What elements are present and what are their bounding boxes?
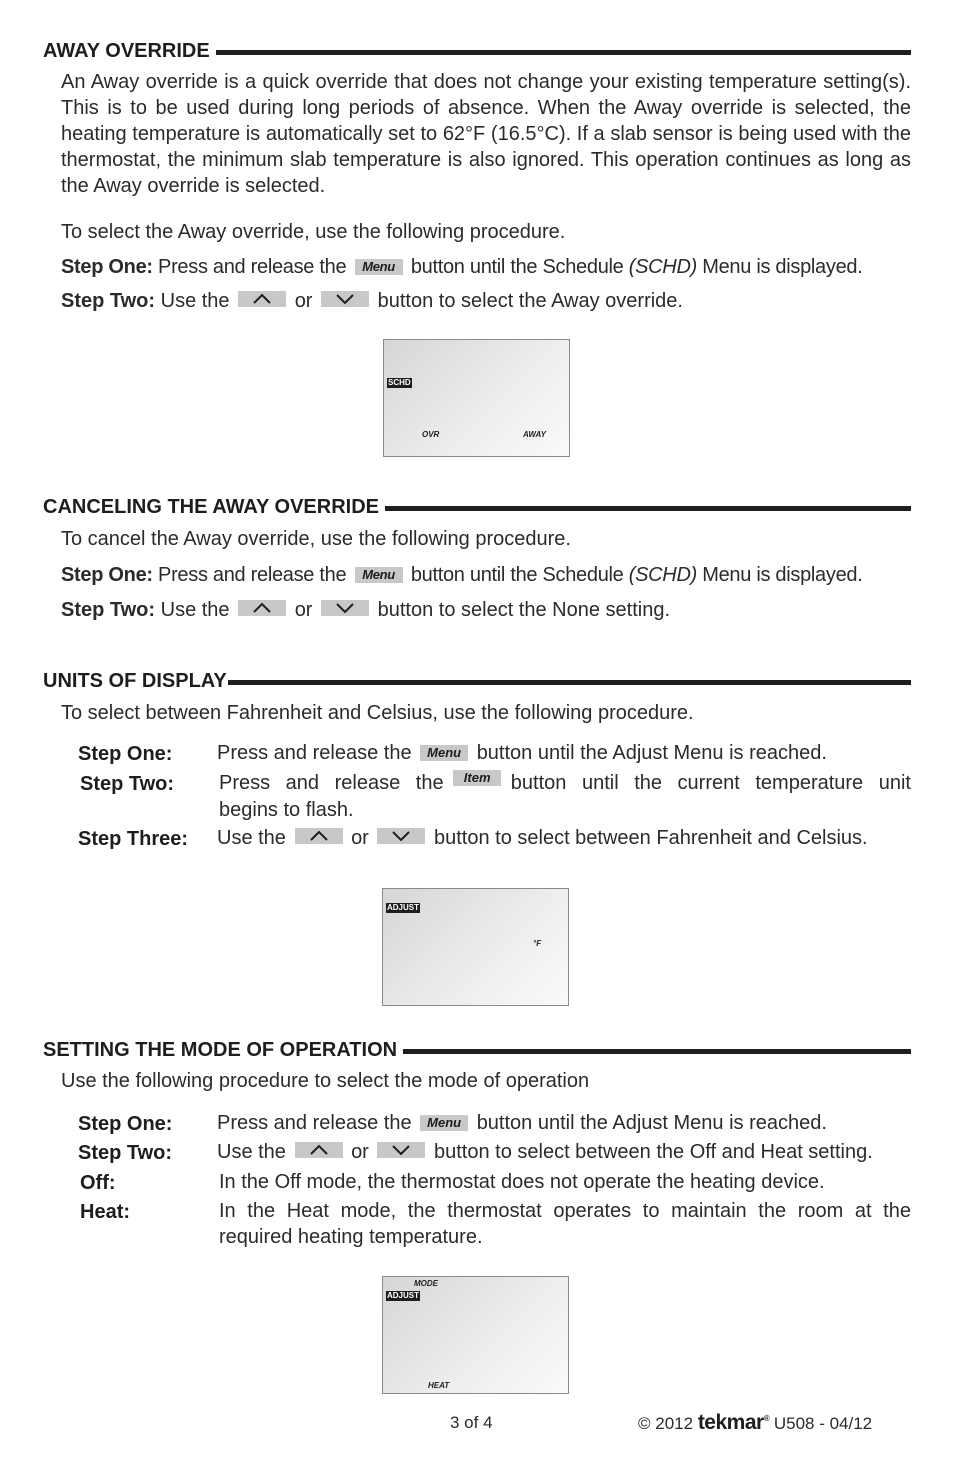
step-text: button to select between the Off and Heat setting. [433,1141,873,1163]
heading-rule [216,50,911,55]
step-text: button to select between Fahrenheit and Celsius. [433,827,868,849]
section-heading-mode [43,1039,911,1062]
lcd-left-text: OVR [422,430,440,439]
lcd-unit-text: °F [533,939,542,948]
step-text: button until the Schedule [410,564,624,586]
mode-intro: Use the following procedure to select the mode of operation [61,1070,590,1092]
step-label: Step Two: [78,1142,173,1164]
heading-text: AWAY OVERRIDE [43,40,210,62]
step-text: button to select the Away override. [377,290,683,312]
heading-text: UNITS OF DISPLAY [43,670,227,692]
step-text: or [294,599,313,621]
step-text: Press and release the [158,564,347,586]
cancel-intro: To cancel the Away override, use the following procedure. [61,528,571,550]
off-label: Off: [80,1172,116,1194]
step-text: Use the [217,1141,286,1163]
off-description: In the Off mode, the thermostat does not operate the heating device. [219,1171,825,1193]
lcd-display-mode [382,1276,569,1394]
step-text: Use the [160,290,230,312]
step-text: Use the [160,599,230,621]
document-code: U508 - 04/12 [773,1414,873,1433]
mode-step-one [217,1110,827,1136]
copyright-text: © 2012 [638,1414,694,1433]
step-text: Press and release the [219,772,444,794]
step-label: Step Two: [80,773,175,795]
step-italic: (SCHD) [628,256,697,278]
menu-button: Menu [355,259,403,275]
lcd-right-text: AWAY [523,430,546,439]
heat-description: In the Heat mode, the thermostat operates to maintain the room at the required heating temperature. [219,1200,911,1248]
page-number: 3 of 4 [450,1413,493,1432]
tekmar-logo [698,1411,769,1434]
lcd-display-units [382,888,569,1006]
step-text: Press and release the [158,256,347,278]
lcd-mode-text: MODE [414,1279,438,1288]
step-label: Step One: [78,1113,173,1135]
section-heading-away-override [43,40,911,63]
lcd-display-away [383,339,570,457]
step-text: button until the Adjust Menu is reached. [476,742,827,764]
up-arrow-icon [295,828,343,844]
away-intro-paragraph: An Away override is a quick override that does not change your existing temperature setting(s). This is to be used during long periods of absence. When the Away override is selected, the heating temperature is automatically set to 62°F (16.5°C). If a slab sensor is being used with the thermostat, the minimum slab temperature is also ignored. This operation continues as long as the Away override is selected. [61,71,911,197]
step-text: or [351,827,369,849]
away-step-two [61,290,924,313]
cancel-step-one [61,564,924,587]
step-label: Step Two: [61,290,156,312]
heading-text: CANCELING THE AWAY OVERRIDE [43,496,379,518]
step-text: Menu is displayed. [702,256,863,278]
item-button: Item [453,770,501,786]
away-step-one [61,256,924,279]
heading-rule [403,1049,911,1054]
lcd-heat-text: HEAT [428,1381,450,1390]
step-label: Step Two: [61,599,156,621]
step-text: Menu is displayed. [702,564,863,586]
cancel-step-two [61,599,924,622]
units-step-two [219,770,911,796]
step-italic: (SCHD) [628,564,697,586]
lcd-menu-tag: SCHD [388,378,411,387]
down-arrow-icon [377,1142,425,1158]
step-text: Press and release the [217,742,412,764]
registered-mark: ® [763,1414,770,1423]
heat-label: Heat: [80,1201,131,1223]
down-arrow-icon [321,600,369,616]
step-text: or [294,290,313,312]
step-label: Step One: [78,743,173,765]
up-arrow-icon [295,1142,343,1158]
step-text: button until the Adjust Menu is reached. [476,1112,827,1134]
down-arrow-icon [377,828,425,844]
section-heading-cancel-away [43,496,911,519]
heading-rule [228,680,911,685]
units-step-three [217,825,868,851]
units-intro: To select between Fahrenheit and Celsius, use the following procedure. [61,702,694,724]
step-label: Step Three: [78,828,189,850]
away-select-text: To select the Away override, use the following procedure. [61,221,566,243]
step-text: Use the [217,827,286,849]
step-text: button to select the None setting. [377,599,671,621]
menu-button: Menu [420,745,468,761]
up-arrow-icon [238,291,286,307]
up-arrow-icon [238,600,286,616]
step-label: Step One: [61,564,153,586]
lcd-menu-tag: ADJUST [387,1291,420,1300]
step-label: Step One: [61,256,153,278]
section-heading-units [43,670,911,693]
step-text: Press and release the [217,1112,412,1134]
step-text: or [351,1141,369,1163]
lcd-menu-tag: ADJUST [387,903,420,912]
footer-brand-line [638,1411,872,1435]
brand-name: tekmar [697,1411,764,1434]
heading-text: SETTING THE MODE OF OPERATION [43,1039,398,1061]
step-text: button until the Schedule [410,256,624,278]
heading-rule [385,506,911,511]
units-step-one [217,740,827,766]
down-arrow-icon [321,291,369,307]
menu-button: Menu [420,1115,468,1131]
step-text: button until the current temperature unit [510,772,911,794]
units-step-two-cont: begins to flash. [219,799,354,821]
menu-button: Menu [355,567,403,583]
mode-step-two [217,1139,873,1165]
